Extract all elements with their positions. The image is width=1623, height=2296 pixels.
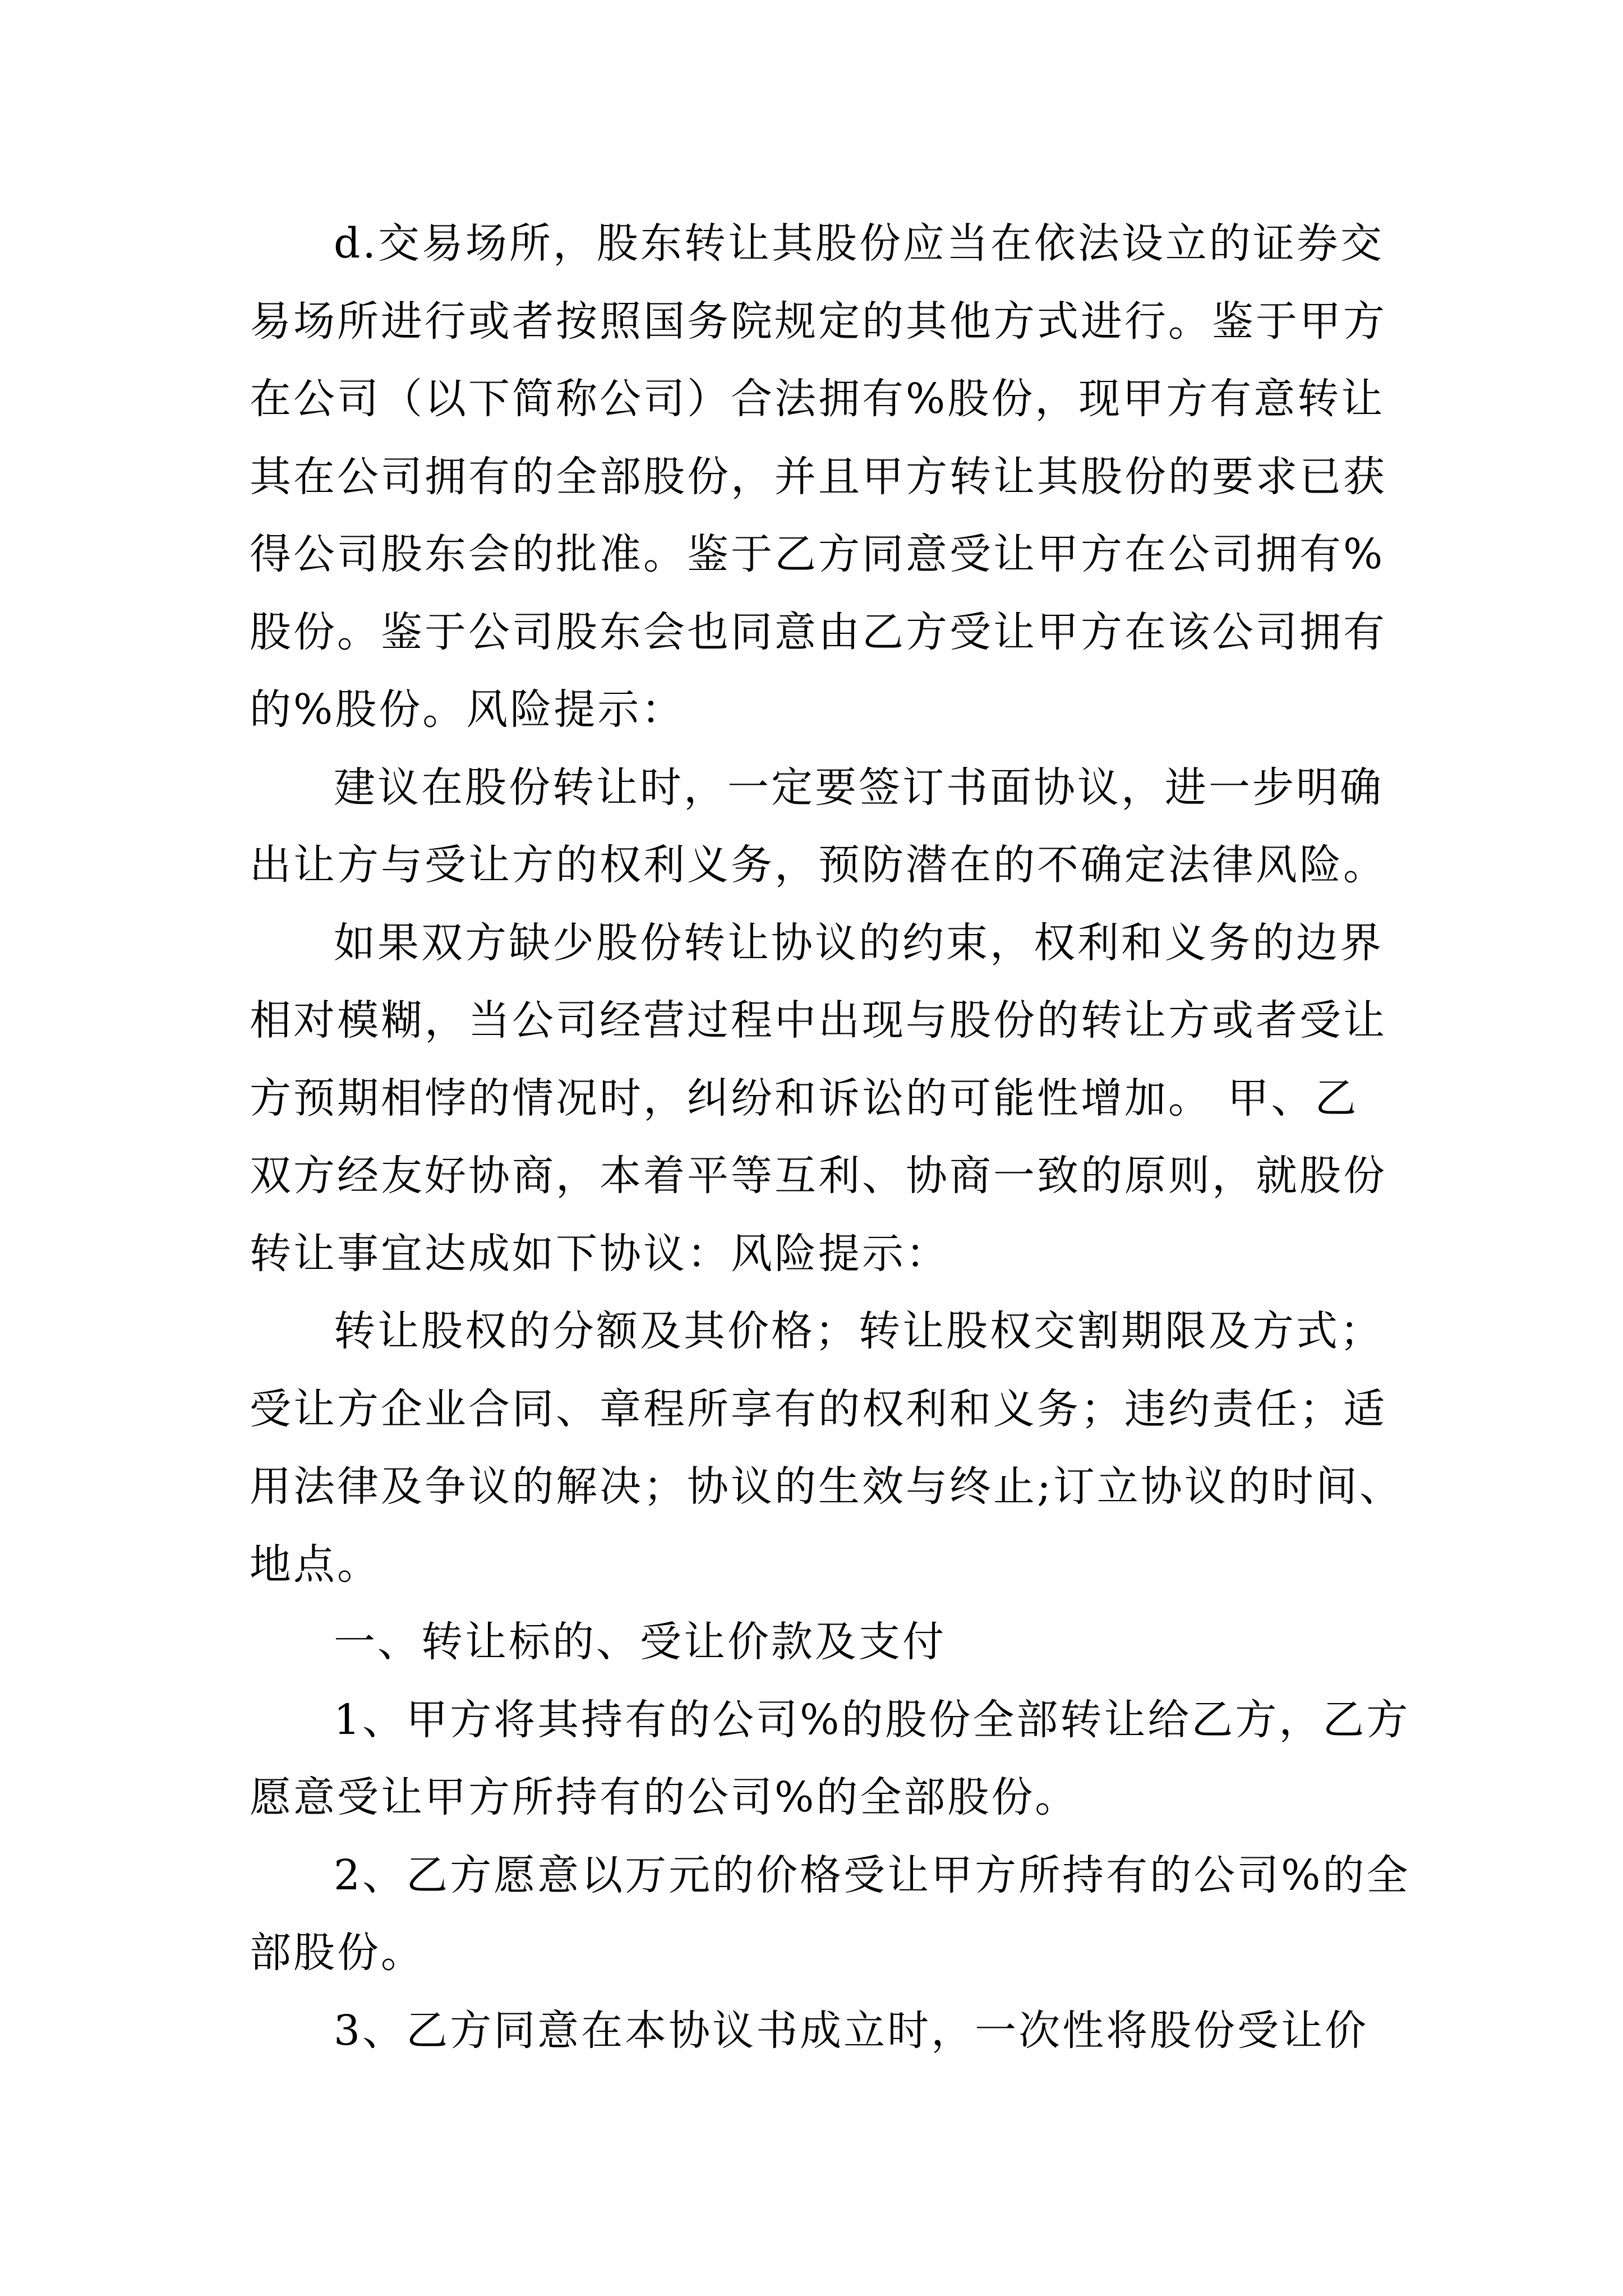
text-line: 一、转让标的、受让价款及支付: [334, 1618, 946, 1666]
text-line: 1、甲方将其持有的公司%的股份全部转让给乙方，乙方: [334, 1695, 1410, 1744]
text-line: 受让方企业合同、章程所享有的权利和义务；违约责任；适: [250, 1384, 1387, 1433]
text-line: 部股份。: [250, 1929, 425, 1977]
text-line: 用法律及争议的解决；协议的生效与终止;订立协议的时间、: [250, 1462, 1403, 1511]
text-line: 转让股权的分额及其价格；转让股权交割期限及方式；: [334, 1307, 1384, 1355]
text-line: 的%股份。风险提示：: [250, 685, 685, 734]
text-line: 建议在股份转让时，一定要签订书面协议，进一步明确: [334, 763, 1384, 812]
text-line: 转让事宜达成如下协议：风险提示：: [250, 1229, 949, 1278]
text-line: 愿意受让甲方所持有的公司%的全部股份。: [250, 1773, 1079, 1821]
text-line: 相对模糊，当公司经营过程中出现与股份的转让方或者受让: [250, 996, 1387, 1045]
text-line: 其在公司拥有的全部股份，并且甲方转让其股份的要求已获: [250, 452, 1387, 501]
text-line: 3、乙方同意在本协议书成立时，一次性将股份受让价: [334, 2006, 1369, 2055]
text-line: d.交易场所，股东转让其股份应当在依法设立的证券交: [334, 219, 1384, 268]
text-line: 如果双方缺少股份转让协议的约束，权利和义务的边界: [334, 918, 1384, 967]
text-line: 出让方与受让方的权利义务，预防潜在的不确定法律风险。: [250, 841, 1387, 889]
text-line: 地点。: [250, 1540, 381, 1589]
text-line: 双方经友好协商，本着平等互利、协商一致的原则，就股份: [250, 1152, 1387, 1200]
document-body: [250, 205, 1410, 2069]
text-line: 易场所进行或者按照国务院规定的其他方式进行。鉴于甲方: [250, 297, 1387, 346]
text-line: 股份。鉴于公司股东会也同意由乙方受让甲方在该公司拥有: [250, 608, 1387, 656]
text-line: 得公司股东会的批准。鉴于乙方同意受让甲方在公司拥有%: [250, 530, 1385, 578]
text-line: 在公司（以下简称公司）合法拥有%股份，现甲方有意转让: [250, 375, 1385, 423]
text-line: 2、乙方愿意以万元的价格受让甲方所持有的公司%的全: [334, 1851, 1410, 1899]
text-line: 方预期相悖的情况时，纠纷和诉讼的可能性增加。 甲、乙: [250, 1074, 1359, 1122]
